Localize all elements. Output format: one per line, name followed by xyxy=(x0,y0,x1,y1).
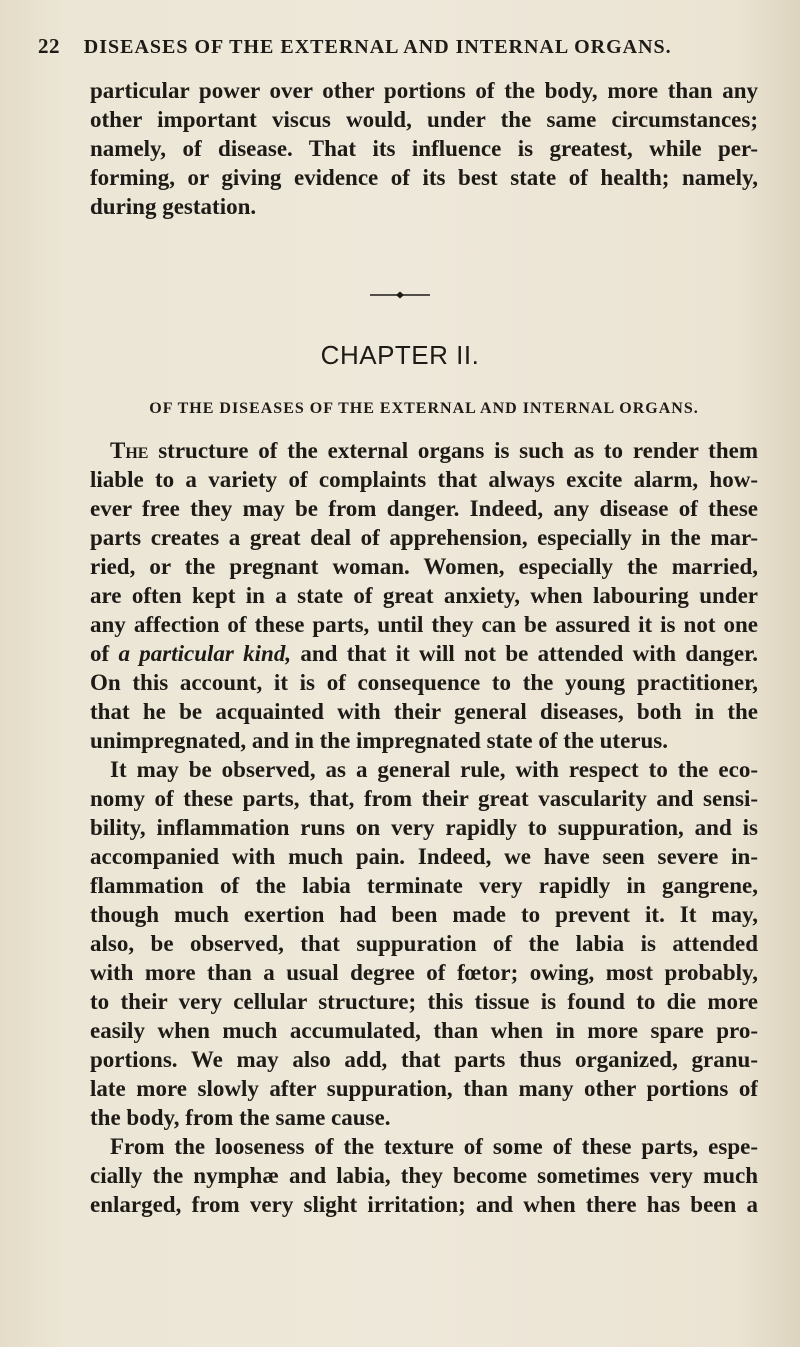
page-number: 22 xyxy=(38,34,60,58)
text-line: that he be acquainted with their general diseases, both in the xyxy=(90,699,758,724)
drop-word: The xyxy=(110,438,149,463)
text-line: nomy of these parts, that, from their great vascularity and sensi- xyxy=(90,786,758,811)
ornament-divider xyxy=(370,290,430,300)
text-line: namely, of disease. That its influence is greatest, while per- xyxy=(90,136,758,161)
text-line: From the looseness of the texture of some of these parts, espe- xyxy=(110,1134,758,1159)
text-line: with more than a usual degree of fœtor; owing, most probably, xyxy=(90,960,758,985)
text-line: to their very cellular structure; this tissue is found to die more xyxy=(90,989,758,1014)
text-line: ried, or the pregnant woman. Women, especially the married, xyxy=(90,554,758,579)
chapter-heading: CHAPTER II. xyxy=(320,340,480,370)
chapter-body xyxy=(90,436,758,1219)
text-line: On this account, it is of consequence to the young practitioner, xyxy=(90,670,758,695)
text-line: It may be observed, as a general rule, with respect to the eco- xyxy=(110,757,758,782)
text-line: particular power over other portions of the body, more than any xyxy=(90,78,758,103)
chapter-subtitle: OF THE DISEASES OF THE EXTERNAL AND INTERNAL ORGANS. xyxy=(149,400,699,417)
text-line: during gestation. xyxy=(90,194,257,219)
text-line: the body, from the same cause. xyxy=(90,1105,391,1130)
text-line: any affection of these parts, until they can be assured it is not one xyxy=(90,612,758,637)
text-line: of a particular kind, and that it will not be attended with danger. xyxy=(90,641,758,666)
text-line: portions. We may also add, that parts thus organized, granu- xyxy=(90,1047,758,1072)
text-line: liable to a variety of complaints that always excite alarm, how- xyxy=(90,467,758,492)
text-line: unimpregnated, and in the impregnated state of the uterus. xyxy=(90,728,668,753)
running-title: DISEASES OF THE EXTERNAL AND INTERNAL ORGANS. xyxy=(83,36,672,58)
text-line: forming, or giving evidence of its best state of health; namely, xyxy=(90,165,758,190)
running-head xyxy=(38,34,738,59)
intro-paragraph xyxy=(90,76,758,221)
text-line: though much exertion had been made to prevent it. It may, xyxy=(90,902,758,927)
text-line: other important viscus would, under the same circumstances; xyxy=(90,107,758,132)
text-line: late more slowly after suppuration, than many other portions of xyxy=(90,1076,758,1101)
text-line: bility, inflammation runs on very rapidly to suppuration, and is xyxy=(90,815,758,840)
text-line: flammation of the labia terminate very rapidly in gangrene, xyxy=(90,873,758,898)
text-line: ever free they may be from danger. Indeed, any disease of these xyxy=(90,496,758,521)
text-line: also, be observed, that suppuration of the labia is attended xyxy=(90,931,758,956)
text-line: The structure of the external organs is such as to render them xyxy=(110,438,758,463)
italic-phrase: a particular kind, xyxy=(118,641,292,666)
text-line: are often kept in a state of great anxiety, when labouring under xyxy=(90,583,758,608)
text-line: parts creates a great deal of apprehension, especially in the mar- xyxy=(90,525,758,550)
text-line: cially the nymphæ and labia, they become sometimes very much xyxy=(90,1163,758,1188)
text-line: enlarged, from very slight irritation; and when there has been a xyxy=(90,1192,758,1217)
text-line: easily when much accumulated, than when in more spare pro- xyxy=(90,1018,758,1043)
text-line: accompanied with much pain. Indeed, we have seen severe in- xyxy=(90,844,758,869)
